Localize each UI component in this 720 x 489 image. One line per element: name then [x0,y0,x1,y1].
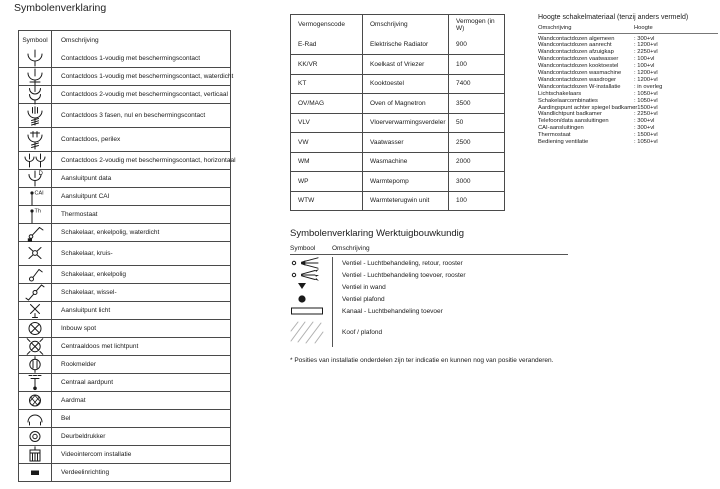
symbol-row [19,103,230,127]
mech-header-symbol: Symbool [290,245,316,252]
symbol-description: Contactdoos 1-voudig met beschermingscontact, waterdicht [61,73,234,80]
power-table-rows [291,35,504,211]
power-code: VW [291,133,363,152]
power-code: VLV [291,114,363,133]
symbol-row [19,49,230,67]
height-description: Thermostaat [538,132,571,139]
power-code: KT [291,75,363,94]
ceiling-box-light-point-icon [19,338,52,355]
symbol-description: Aansluitpunt data [61,175,112,182]
height-description: Wandlichtpunt badkamer [538,111,602,118]
height-description: Wandcontactdozen aanrecht [538,42,612,49]
power-description: Wasmachine [363,153,449,172]
height-row [538,63,718,70]
height-row [538,105,718,112]
socket-single-waterproof-icon [19,68,52,85]
central-earth-point-icon [19,374,52,391]
height-row [538,42,718,49]
recessed-spot-icon [19,320,52,337]
symbol-description: Deurbeldrukker [61,433,106,440]
symbol-description: Bel [61,415,71,422]
power-row [291,93,504,113]
power-code: WTW [291,192,363,211]
height-row [538,70,718,77]
power-description: Vloerverwarmingsverdeler [363,114,449,133]
svg-text:CAI: CAI [34,190,44,196]
symbol-row [19,187,230,205]
symbol-row [19,205,230,223]
symbol-row [19,409,230,427]
height-row [538,98,718,105]
height-description: Lichtschakelaars [538,90,582,97]
symbol-row [19,67,234,85]
height-description: Aardingspunt achter spiegel badkamer [538,104,638,111]
power-row [291,171,504,191]
symbol-row [19,391,230,409]
height-row [538,49,718,56]
power-row [291,54,504,74]
symbol-row [19,445,230,463]
power-description: Elektrische Radiator [363,35,449,55]
heights-header-description: Omschrijving [538,25,572,31]
doorbell-button-icon [19,428,52,445]
symbol-description: Aardmat [61,397,86,404]
symbol-description: Schakelaar, kruis- [61,250,113,257]
symbol-row [19,241,230,265]
symbols-header-symbol: Symbool [19,31,52,49]
symbols-header-description: Omschrijving [61,36,99,44]
power-code: OV/MAG [291,94,363,113]
mech-symbol-description: Ventiel - Luchtbehandeling toevoer, rooster [332,269,466,281]
heights-title: Hoogte schakelmateriaal (tenzij anders vermeld) [538,14,689,21]
symbol-description: Schakelaar, enkelpolig, waterdicht [61,229,160,236]
smoke-detector-icon [19,356,52,373]
symbol-description: Contactdoos, perilex [61,136,121,143]
mech-symbol-row [290,281,568,293]
duct-supply-icon [290,305,332,317]
heights-section [538,14,718,146]
symbol-row [19,463,230,481]
power-header-description: Omschrijving [363,15,449,35]
height-value: : 300+vl [634,118,655,125]
power-code: E-Rad [291,35,363,55]
power-watt: 100 [456,60,467,68]
mech-symbol-row [290,269,568,281]
positions-footnote: * Posities van installatie onderdelen zijn ter indicatie en kunnen nog van positie veranderen. [290,357,554,364]
power-header-watt: Vermogen (in W) [456,17,495,32]
height-row [538,118,718,125]
height-value: : in overleg [634,83,663,90]
mech-symbol-description: Koof / plafond [332,317,382,347]
socket-single-icon [19,49,52,67]
distribution-board-icon [19,464,52,481]
svg-text:Th: Th [34,208,41,214]
symbol-description: Inbouw spot [61,325,97,332]
symbol-description: Contactdoos 1-voudig met beschermingscontact [61,54,201,62]
mechanical-legend-header [290,245,568,255]
symbol-row [19,373,230,391]
symbol-description: Rookmelder [61,361,97,368]
height-row [538,84,718,91]
height-value: : 1500+vl [634,132,658,139]
socket-three-phase-icon [19,104,52,127]
height-value: : 100+vl [634,56,655,63]
symbol-description: Aansluitpunt licht [61,307,111,314]
height-description: Wandcontactdozen kooktoestel [538,63,619,70]
symbol-description: Videointercom installatie [61,451,132,458]
power-watt: 7400 [456,80,471,88]
heights-header [538,25,718,34]
symbol-description: Verdeelinrichting [61,469,110,476]
mech-symbol-description: Ventiel in wand [332,281,386,293]
power-code: WP [291,172,363,191]
symbol-row [19,265,230,283]
height-row [538,36,718,43]
height-value: : 1500+vl [634,104,658,111]
mech-symbol-row [290,305,568,317]
symbol-row [19,301,230,319]
height-row [538,132,718,139]
symbol-row [19,337,230,355]
power-watt: 3000 [456,177,471,185]
power-description: Warmtepomp [363,172,449,191]
power-watt: 2000 [456,158,471,166]
power-description: Koelkast of Vriezer [363,55,449,74]
height-description: Telefoon/data aansluitingen [538,118,609,125]
height-value: : 300+vl [634,35,655,42]
height-description: Wandcontactdozen afzuigkap [538,49,614,56]
power-watt: 100 [456,197,467,205]
height-value: : 1200+vl [634,42,658,49]
height-description: Wandcontactdozen wasdroger [538,76,617,83]
power-description: Oven of Magnetron [363,94,449,113]
height-description: Wandcontactdozen vaatwasser [538,56,619,63]
symbol-row [19,127,230,151]
power-row [291,74,504,94]
mech-symbol-description: Ventiel plafond [332,293,385,305]
power-code: WM [291,153,363,172]
power-description: Vaatwasser [363,133,449,152]
height-value: : 1200+vl [634,70,658,77]
height-description: Wandcontactdozen algemeen [538,35,615,42]
svg-text:D: D [38,170,43,177]
mech-symbol-row [290,293,568,305]
switch-single-pole-waterproof-icon [19,224,52,241]
symbol-description: Contactdoos 2-voudig met beschermingscontact, horizontaal [61,157,236,164]
symbol-description: Aansluitpunt CAI [61,193,110,200]
power-table [290,14,505,211]
height-value: : 2250+vl [634,111,658,118]
symbol-row [19,283,230,301]
power-row [291,132,504,152]
symbol-description: Thermostaat [61,211,98,218]
power-description: Kooktoestel [363,75,449,94]
symbol-description: Contactdoos 2-voudig met beschermingscontact, verticaal [61,91,228,98]
symbol-row [19,319,230,337]
power-description: Warmteterugwin unit [363,192,449,211]
power-row [291,35,504,55]
heights-rows [538,36,718,147]
bell-icon [19,410,52,427]
height-description: CAI-aansluitingen [538,125,584,132]
height-value: : 1050+vl [634,90,658,97]
power-watt: 2500 [456,138,471,146]
height-row [538,91,718,98]
height-row [538,139,718,146]
mech-symbol-row [290,317,568,347]
symbol-row [19,355,230,373]
height-row [538,125,718,132]
video-intercom-icon [19,446,52,463]
height-row [538,56,718,63]
power-header-code: Vermogenscode [291,15,363,35]
symbol-description: Centraal aardpunt [61,379,114,386]
height-row [538,77,718,84]
socket-double-horizontal-icon [19,152,52,169]
height-description: Wandcontactdozen W-installatie [538,83,621,90]
power-watt: 50 [456,119,464,127]
symbols-table [18,30,236,482]
symbol-description: Contactdoos 3 fasen, nul en beschermingscontact [61,112,206,119]
data-outlet-icon [19,170,52,187]
power-row [291,191,504,211]
mechanical-legend-rows [290,257,568,347]
mech-symbol-row [290,257,568,269]
mech-symbol-description: Kanaal - Luchtbehandeling toevoer [332,305,443,317]
earth-mat-icon [19,392,52,409]
symbol-description: Schakelaar, wissel- [61,289,117,296]
symbol-description: Schakelaar, enkelpolig [61,271,127,278]
cai-outlet-icon [19,188,52,205]
mechanical-legend [290,228,568,364]
mech-symbol-description: Ventiel - Luchtbehandeling, retour, rooster [332,257,463,269]
height-value: : 1050+vl [634,97,658,104]
switch-two-way-icon [19,284,52,301]
power-code: KK/VR [291,55,363,74]
switch-single-pole-icon [19,266,52,283]
symbols-table-rows [19,49,236,481]
symbol-description: Centraaldoos met lichtpunt [61,343,139,350]
socket-perilex-icon [19,128,52,151]
power-watt: 900 [456,40,467,48]
power-watt: 3500 [456,99,471,107]
switch-cross-icon [19,242,52,265]
thermostat-icon [19,206,52,223]
height-value: : 100+vl [634,63,655,70]
power-row [291,152,504,172]
height-description: Bediening ventilatie [538,139,589,146]
light-point-icon [19,302,52,319]
hatch-ceiling-icon [290,317,332,347]
height-value: : 1200+vl [634,76,658,83]
socket-double-vertical-icon [19,86,52,103]
symbol-row [19,427,230,445]
height-description: Schakelaarcombinaties [538,97,598,104]
height-value: : 1050+vl [634,139,658,146]
symbols-table-header [19,31,230,49]
mechanical-legend-title: Symbolenverklaring Werktuigbouwkundig [290,228,465,239]
height-description: Wandcontactdozen wasmachine [538,70,622,77]
symbol-row [19,85,230,103]
height-row [538,111,718,118]
power-row [291,113,504,133]
height-value: : 2250+vl [634,49,658,56]
heights-header-height: Hoogte [634,25,653,31]
page-title: Symbolenverklaring [14,2,107,14]
symbol-row [19,169,230,187]
mech-header-description: Omschrijving [332,245,370,252]
symbol-row [19,223,230,241]
height-value: : 300+vl [634,125,655,132]
power-table-header [291,15,504,35]
symbol-row [19,151,236,169]
